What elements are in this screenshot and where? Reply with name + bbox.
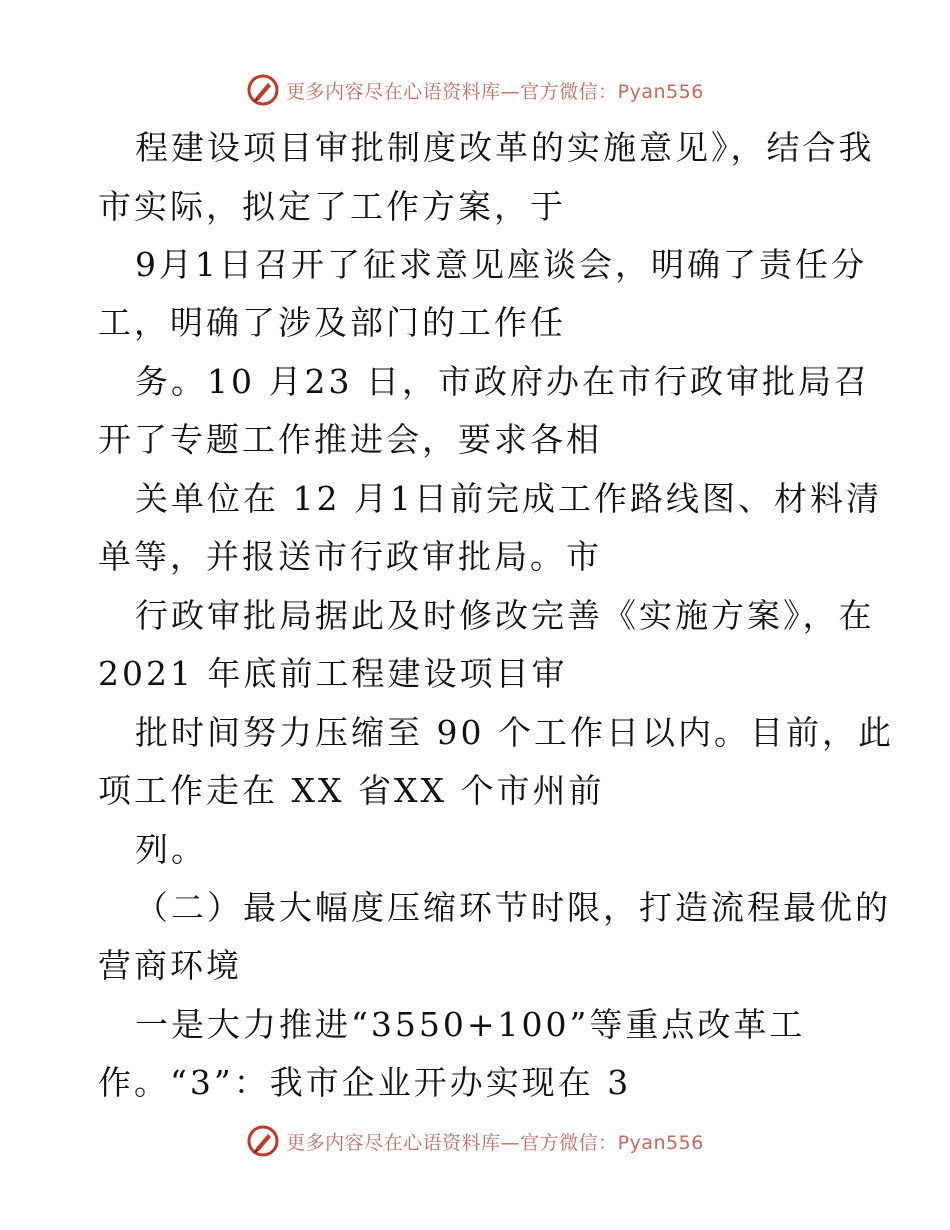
text-line: 单等，并报送市行政审批局。市 (98, 537, 602, 576)
text-line: 工，明确了涉及部门的工作任 (98, 303, 566, 342)
text-line: 行政审批局据此及时修改完善《实施方案》，在 (135, 596, 875, 635)
text-line: 关单位在 12 月1日前完成工作路线图、材料清 (135, 479, 882, 518)
footer-watermark (0, 1121, 950, 1161)
text-line: 一是大力推进“3550+100”等重点改革工 (135, 1005, 806, 1044)
text-line: 项工作走在 XX 省XX 个市州前 (98, 771, 605, 810)
header-watermark (0, 70, 950, 110)
text-line: 开了专题工作推进会，要求各相 (98, 420, 602, 459)
section-heading-continued: 营商环境 (98, 946, 242, 985)
pen-logo-icon (246, 1124, 280, 1158)
text-line: 作。“3”：我市企业开办实现在 3 (98, 1063, 632, 1102)
text-line: 程建设项目审批制度改革的实施意见》，结合我 (135, 128, 875, 167)
text-line: 务。10 月23 日，市政府办在市行政审批局召 (135, 362, 870, 401)
text-line: 批时间努力压缩至 90 个工作日以内。目前，此 (135, 713, 894, 752)
watermark-text: 更多内容尽在心语资料库—官方微信：Pyan556 (286, 1131, 704, 1154)
text-line: 市实际，拟定了工作方案，于 (98, 187, 566, 226)
section-heading: （二）最大幅度压缩环节时限，打造流程最优的 (135, 888, 891, 927)
pen-logo-icon (246, 73, 280, 107)
text-line: 列。 (135, 830, 207, 869)
text-line: 9月1日召开了征求意见座谈会，明确了责任分 (135, 245, 867, 284)
watermark-text: 更多内容尽在心语资料库—官方微信：Pyan556 (286, 80, 704, 103)
text-line: 2021 年底前工程建设项目审 (98, 654, 568, 693)
